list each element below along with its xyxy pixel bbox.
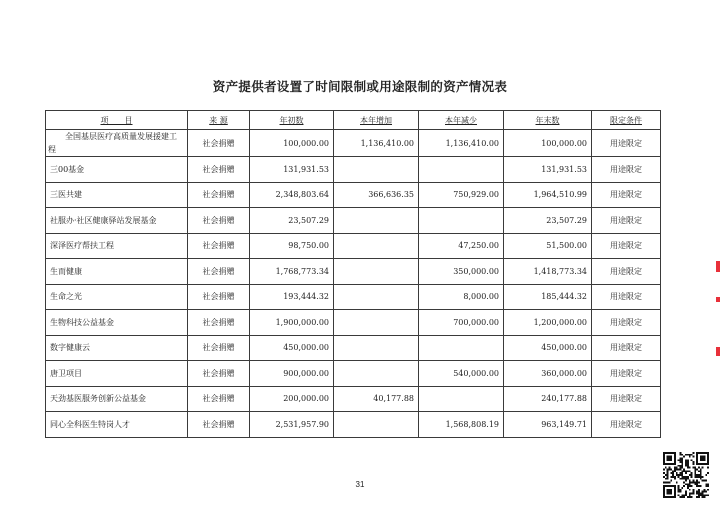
table-row bbox=[46, 157, 661, 183]
source-cell: 社会捐赠 bbox=[188, 208, 250, 234]
closing-cell: 1,418,773.34 bbox=[504, 259, 592, 285]
item-name-cell: 同心全科医生特岗人才 bbox=[46, 412, 188, 438]
decrease-cell bbox=[419, 157, 504, 183]
opening-cell: 23,507.29 bbox=[250, 208, 334, 234]
source-cell: 社会捐赠 bbox=[188, 386, 250, 412]
column-header-decrease: 本年减少 bbox=[419, 111, 504, 130]
opening-cell: 100,000.00 bbox=[250, 130, 334, 157]
decrease-cell bbox=[419, 208, 504, 234]
opening-cell: 193,444.32 bbox=[250, 284, 334, 310]
item-name-cell: 生物科技公益基金 bbox=[46, 310, 188, 336]
condition-cell: 用途限定 bbox=[592, 259, 661, 285]
source-cell: 社会捐赠 bbox=[188, 182, 250, 208]
closing-cell: 1,200,000.00 bbox=[504, 310, 592, 336]
table-header-row bbox=[46, 111, 661, 130]
table-row bbox=[46, 310, 661, 336]
column-header-item: 项 目 bbox=[46, 111, 188, 130]
increase-cell: 1,136,410.00 bbox=[334, 130, 419, 157]
increase-cell bbox=[334, 335, 419, 361]
decrease-cell bbox=[419, 335, 504, 361]
condition-cell: 用途限定 bbox=[592, 310, 661, 336]
opening-cell: 131,931.53 bbox=[250, 157, 334, 183]
table-row bbox=[46, 233, 661, 259]
source-cell: 社会捐赠 bbox=[188, 157, 250, 183]
column-header-closing: 年末数 bbox=[504, 111, 592, 130]
edge-mark bbox=[716, 347, 720, 356]
column-header-opening: 年初数 bbox=[250, 111, 334, 130]
increase-cell bbox=[334, 157, 419, 183]
edge-mark bbox=[716, 261, 720, 272]
column-header-source: 来 源 bbox=[188, 111, 250, 130]
item-name-cell: 数字健康云 bbox=[46, 335, 188, 361]
condition-cell: 用途限定 bbox=[592, 361, 661, 387]
table-row bbox=[46, 386, 661, 412]
edge-mark bbox=[716, 297, 720, 302]
page-number: 31 bbox=[355, 480, 365, 489]
condition-cell: 用途限定 bbox=[592, 412, 661, 438]
item-name-cell: 天劲基医服务创新公益基金 bbox=[46, 386, 188, 412]
opening-cell: 1,900,000.00 bbox=[250, 310, 334, 336]
column-header-condition: 限定条件 bbox=[592, 111, 661, 130]
item-name-cell: 全国基层医疗高质量发展援建工 程 bbox=[46, 130, 188, 157]
decrease-cell: 1,136,410.00 bbox=[419, 130, 504, 157]
closing-cell: 131,931.53 bbox=[504, 157, 592, 183]
increase-cell bbox=[334, 361, 419, 387]
closing-cell: 185,444.32 bbox=[504, 284, 592, 310]
source-cell: 社会捐赠 bbox=[188, 233, 250, 259]
increase-cell bbox=[334, 208, 419, 234]
restricted-assets-table bbox=[45, 110, 661, 438]
qr-code-icon bbox=[663, 452, 709, 498]
opening-cell: 450,000.00 bbox=[250, 335, 334, 361]
condition-cell: 用途限定 bbox=[592, 130, 661, 157]
closing-cell: 963,149.71 bbox=[504, 412, 592, 438]
table-row bbox=[46, 259, 661, 285]
closing-cell: 23,507.29 bbox=[504, 208, 592, 234]
closing-cell: 360,000.00 bbox=[504, 361, 592, 387]
source-cell: 社会捐赠 bbox=[188, 412, 250, 438]
table-row bbox=[46, 412, 661, 438]
condition-cell: 用途限定 bbox=[592, 233, 661, 259]
table-row bbox=[46, 361, 661, 387]
source-cell: 社会捐赠 bbox=[188, 310, 250, 336]
table-row bbox=[46, 335, 661, 361]
item-name-cell: 深泽医疗帮扶工程 bbox=[46, 233, 188, 259]
condition-cell: 用途限定 bbox=[592, 157, 661, 183]
opening-cell: 2,348,803.64 bbox=[250, 182, 334, 208]
decrease-cell: 47,250.00 bbox=[419, 233, 504, 259]
source-cell: 社会捐赠 bbox=[188, 284, 250, 310]
source-cell: 社会捐赠 bbox=[188, 361, 250, 387]
closing-cell: 100,000.00 bbox=[504, 130, 592, 157]
decrease-cell: 350,000.00 bbox=[419, 259, 504, 285]
opening-cell: 900,000.00 bbox=[250, 361, 334, 387]
opening-cell: 2,531,957.90 bbox=[250, 412, 334, 438]
item-name-cell: 生而健康 bbox=[46, 259, 188, 285]
increase-cell bbox=[334, 310, 419, 336]
decrease-cell: 700,000.00 bbox=[419, 310, 504, 336]
increase-cell bbox=[334, 284, 419, 310]
increase-cell bbox=[334, 233, 419, 259]
opening-cell: 200,000.00 bbox=[250, 386, 334, 412]
opening-cell: 1,768,773.34 bbox=[250, 259, 334, 285]
increase-cell: 40,177.88 bbox=[334, 386, 419, 412]
item-name-cell: 三医共建 bbox=[46, 182, 188, 208]
closing-cell: 240,177.88 bbox=[504, 386, 592, 412]
increase-cell: 366,636.35 bbox=[334, 182, 419, 208]
closing-cell: 1,964,510.99 bbox=[504, 182, 592, 208]
table-row bbox=[46, 284, 661, 310]
increase-cell bbox=[334, 412, 419, 438]
opening-cell: 98,750.00 bbox=[250, 233, 334, 259]
decrease-cell: 540,000.00 bbox=[419, 361, 504, 387]
column-header-increase: 本年增加 bbox=[334, 111, 419, 130]
condition-cell: 用途限定 bbox=[592, 386, 661, 412]
decrease-cell: 750,929.00 bbox=[419, 182, 504, 208]
source-cell: 社会捐赠 bbox=[188, 259, 250, 285]
condition-cell: 用途限定 bbox=[592, 284, 661, 310]
table-row bbox=[46, 182, 661, 208]
item-name-cell: 社服办·社区健康驿站发展基金 bbox=[46, 208, 188, 234]
decrease-cell bbox=[419, 386, 504, 412]
table-row bbox=[46, 208, 661, 234]
item-name-cell: 三00基金 bbox=[46, 157, 188, 183]
condition-cell: 用途限定 bbox=[592, 182, 661, 208]
closing-cell: 51,500.00 bbox=[504, 233, 592, 259]
decrease-cell: 1,568,808.19 bbox=[419, 412, 504, 438]
page-title: 资产提供者设置了时间限制或用途限制的资产情况表 bbox=[212, 79, 508, 94]
condition-cell: 用途限定 bbox=[592, 335, 661, 361]
item-name-cell: 生命之光 bbox=[46, 284, 188, 310]
decrease-cell: 8,000.00 bbox=[419, 284, 504, 310]
closing-cell: 450,000.00 bbox=[504, 335, 592, 361]
condition-cell: 用途限定 bbox=[592, 208, 661, 234]
source-cell: 社会捐赠 bbox=[188, 130, 250, 157]
source-cell: 社会捐赠 bbox=[188, 335, 250, 361]
item-name-cell: 唐卫项目 bbox=[46, 361, 188, 387]
table-row bbox=[46, 130, 661, 157]
increase-cell bbox=[334, 259, 419, 285]
